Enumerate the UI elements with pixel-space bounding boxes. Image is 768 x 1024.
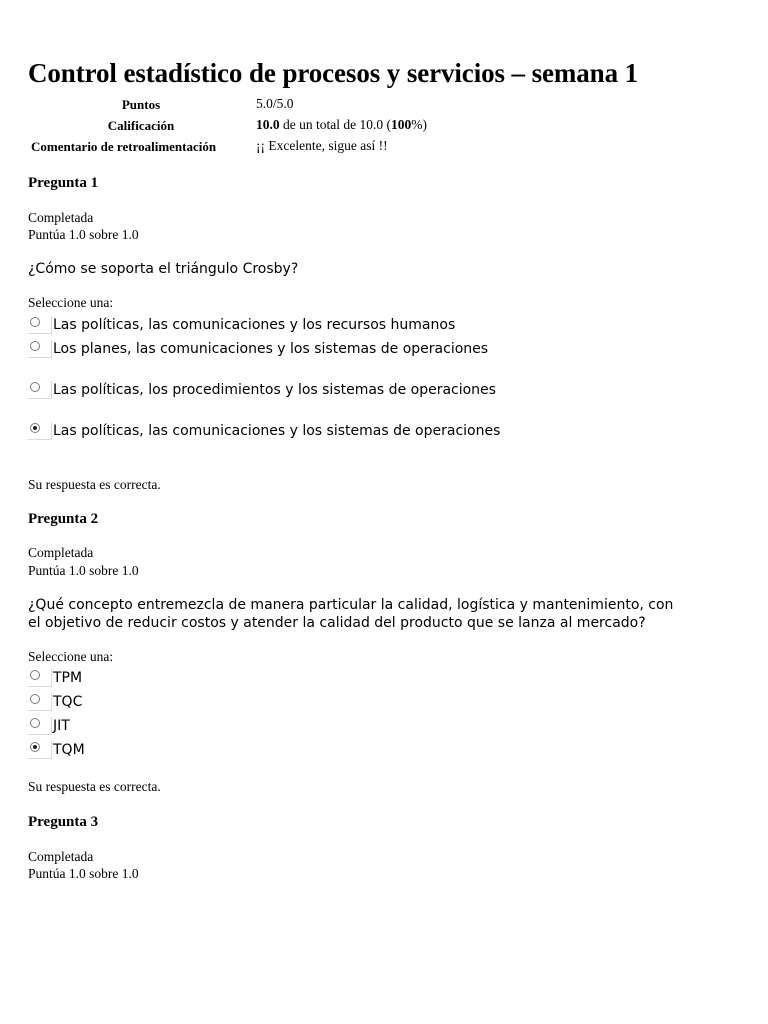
option-label: Los planes, las comunicaciones y los sistemas de operaciones	[53, 341, 489, 357]
question-2-status: Completada	[28, 545, 94, 560]
question-1-score: Puntúa 1.0 sobre 1.0	[28, 227, 139, 242]
question-2-feedback: Su respuesta es correcta.	[28, 779, 161, 794]
radio-box	[28, 422, 52, 440]
radio-box	[28, 717, 52, 735]
question-1-select-prompt: Seleccione una:	[28, 295, 114, 310]
feedback-comment-label: Comentario de retroalimentación	[31, 139, 217, 154]
grade-score: 10.0	[256, 117, 280, 132]
grade-percent-sign: %)	[411, 117, 427, 132]
option-label: TQM	[53, 742, 85, 758]
radio-unchecked-icon[interactable]	[30, 341, 40, 351]
points-label: Puntos	[121, 97, 161, 112]
option-label: TQC	[53, 694, 83, 710]
grade-total: de un total de 10.0 (	[279, 117, 391, 132]
grade-percent: 100	[390, 117, 412, 132]
question-2-select-prompt: Seleccione una:	[28, 649, 114, 664]
option-label: TPM	[53, 670, 83, 686]
option-label: Las políticas, las comunicaciones y los recursos humanos	[53, 317, 456, 333]
radio-unchecked-icon[interactable]	[30, 694, 40, 704]
radio-box	[28, 741, 52, 759]
radio-checked-icon[interactable]	[30, 423, 40, 433]
radio-box	[28, 669, 52, 687]
radio-unchecked-icon[interactable]	[30, 317, 40, 327]
question-1-text: ¿Cómo se soporta el triángulo Crosby?	[28, 261, 299, 277]
radio-unchecked-icon[interactable]	[30, 382, 40, 392]
grade-label: Calificación	[107, 118, 175, 133]
question-3-score: Puntúa 1.0 sobre 1.0	[28, 866, 139, 881]
radio-checked-icon[interactable]	[30, 742, 40, 752]
question-3-status: Completada	[28, 849, 94, 864]
grade-value	[256, 117, 427, 133]
question-2-text-line-2: el objetivo de reducir costos y atender la calidad del producto que se lanza al mercado?	[28, 615, 646, 631]
page-title: Control estadístico de procesos y servicios – semana 1	[28, 58, 639, 88]
points-value: 5.0/5.0	[256, 96, 294, 111]
radio-box	[28, 316, 52, 334]
radio-unchecked-icon[interactable]	[30, 718, 40, 728]
radio-unchecked-icon[interactable]	[30, 670, 40, 680]
question-2-score: Puntúa 1.0 sobre 1.0	[28, 563, 139, 578]
option-label: JIT	[53, 718, 70, 734]
radio-box	[28, 693, 52, 711]
question-1-heading: Pregunta 1	[28, 175, 99, 191]
question-3-heading: Pregunta 3	[28, 814, 99, 830]
feedback-comment-value: ¡¡ Excelente, sigue así !!	[256, 138, 388, 153]
option-label: Las políticas, los procedimientos y los sistemas de operaciones	[53, 382, 496, 398]
question-1-feedback: Su respuesta es correcta.	[28, 477, 161, 492]
radio-box	[28, 381, 52, 399]
option-label: Las políticas, las comunicaciones y los sistemas de operaciones	[53, 423, 501, 439]
radio-box	[28, 340, 52, 358]
question-2-text-line-1: ¿Qué concepto entremezcla de manera particular la calidad, logística y mantenimiento, con	[28, 597, 674, 613]
question-1-status: Completada	[28, 210, 94, 225]
question-2-heading: Pregunta 2	[28, 511, 99, 527]
